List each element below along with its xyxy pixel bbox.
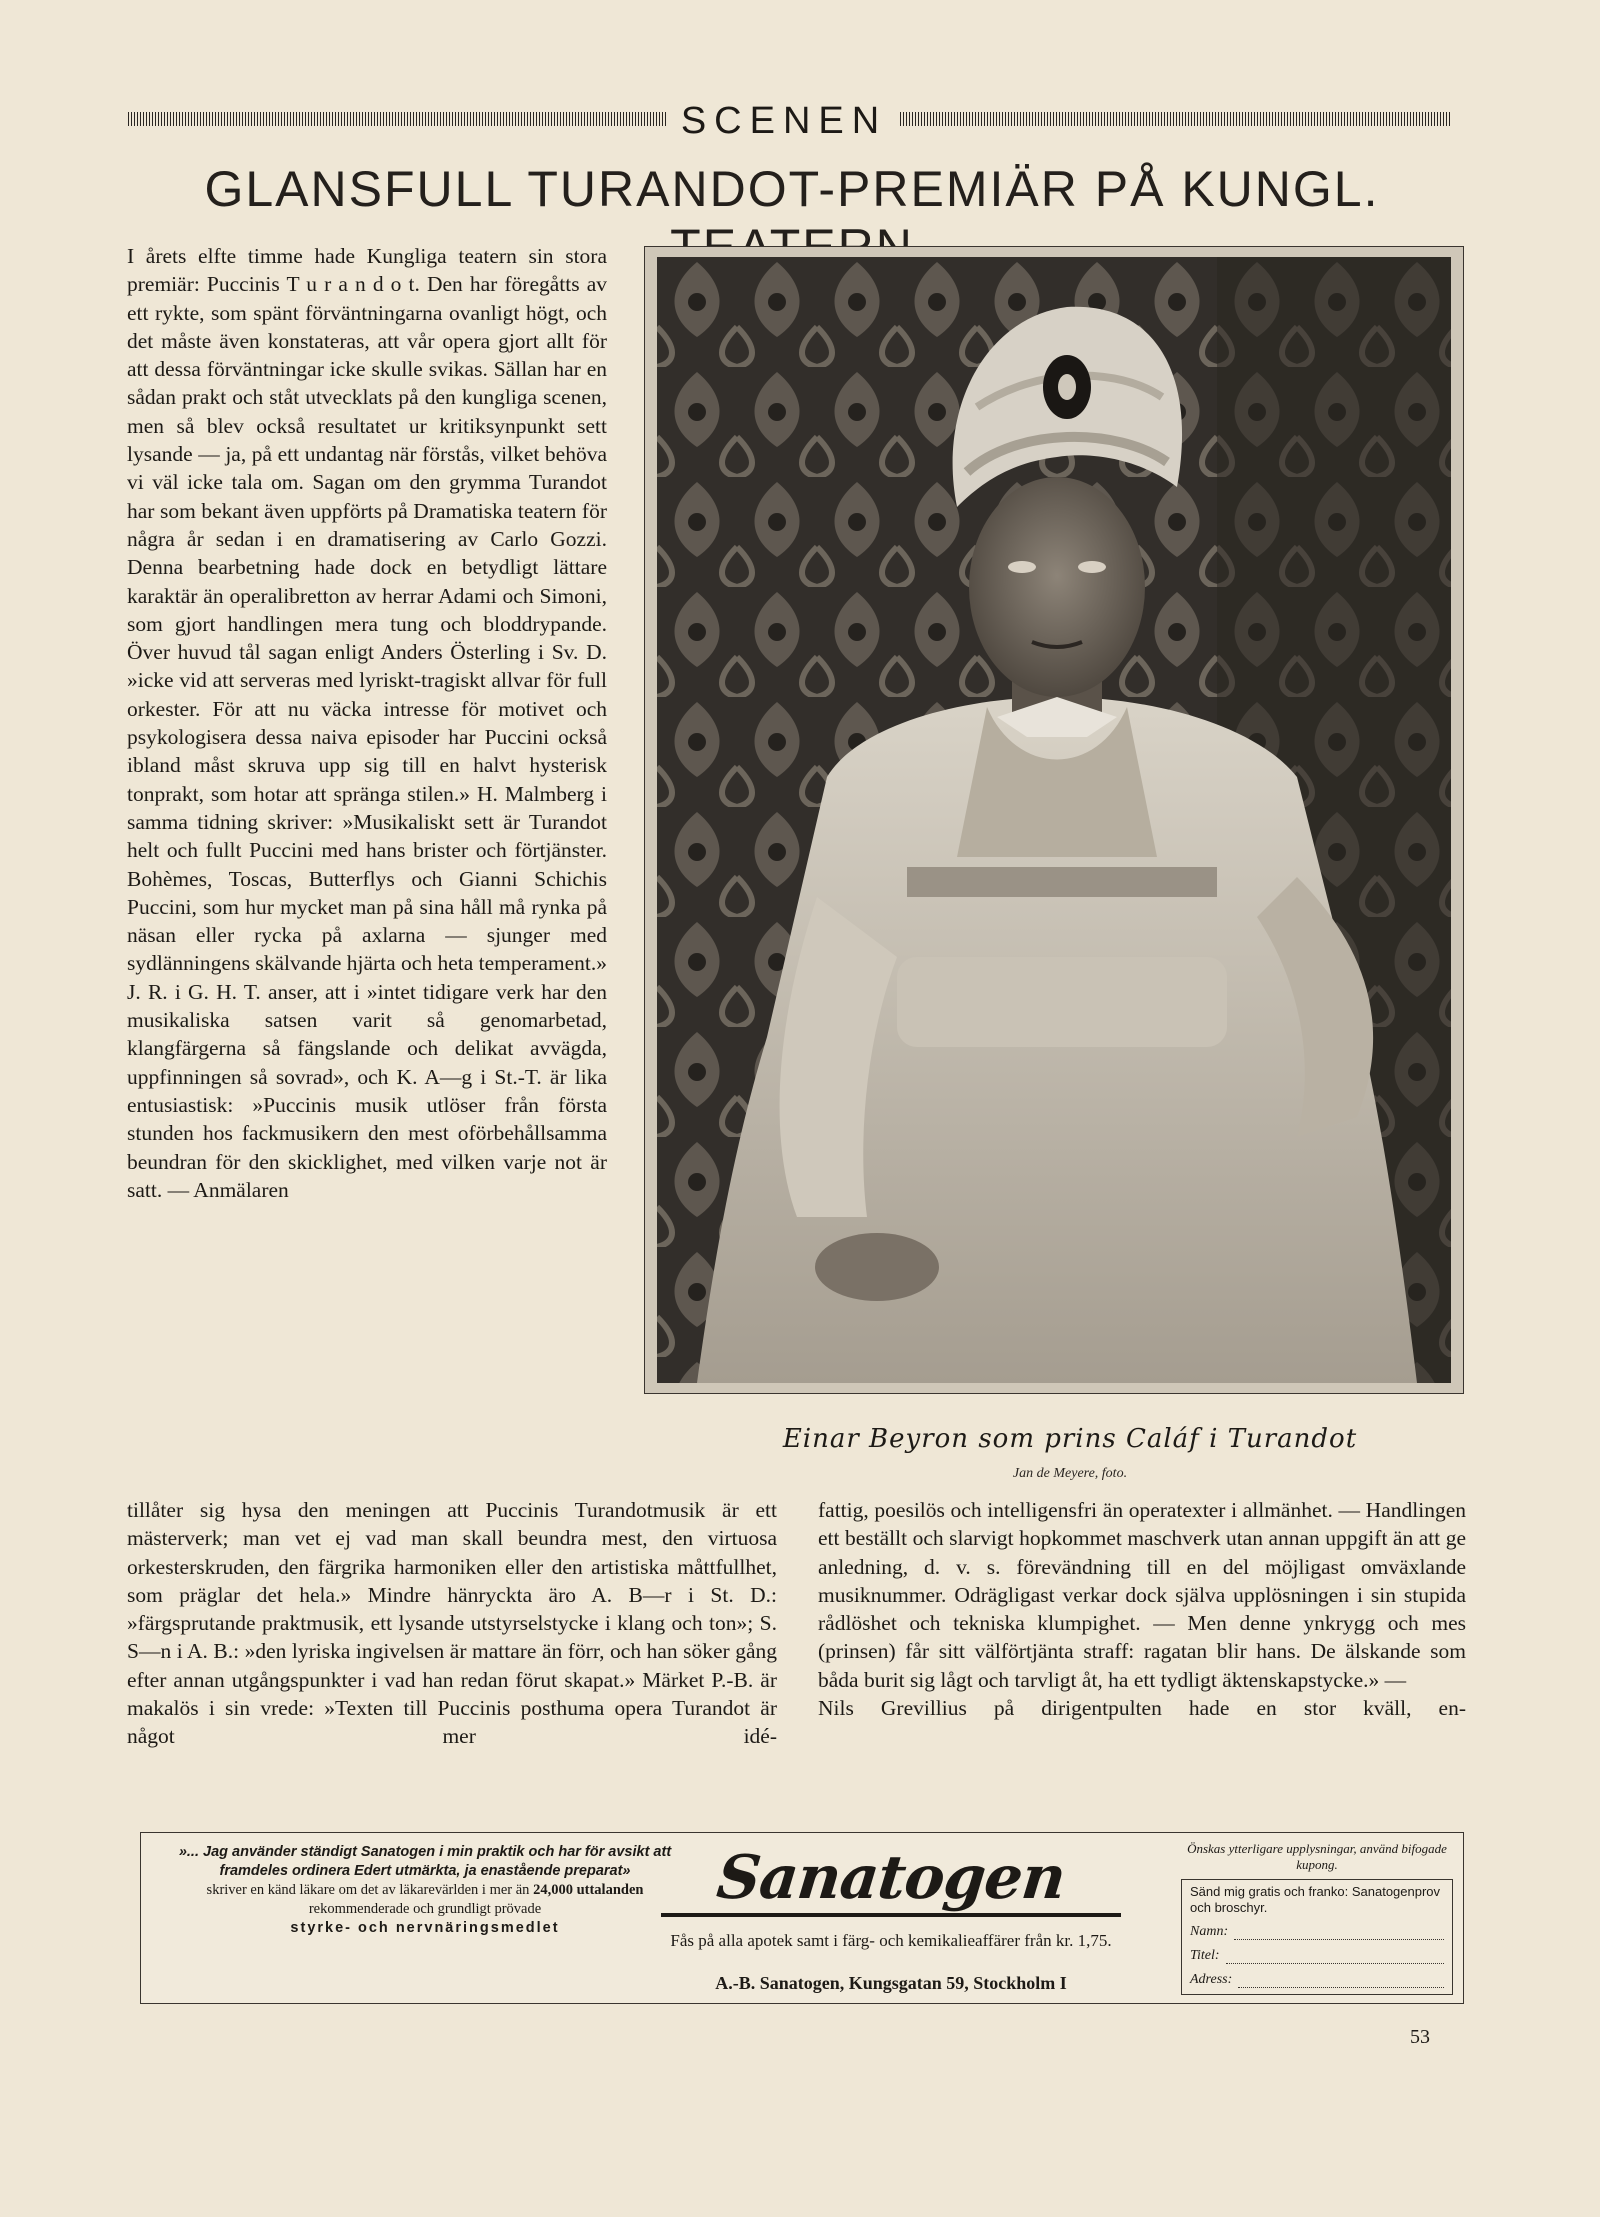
ad-brand-logo: Sanatogen xyxy=(713,1843,1069,1913)
ad-quote-count: 24,000 uttalanden xyxy=(533,1882,644,1898)
coupon-name-field[interactable] xyxy=(1190,1924,1444,1940)
ad-quote-main: »... Jag använder ständigt Sanatogen i min praktik och har för avsikt att framdeles ordinera Edert utmärkta, ja enastående preparat» xyxy=(178,1844,672,1879)
article-paragraph: fattig, poesilös och intelligensfri än operatexter i allmänhet. — Handlingen ett beställt och slarvigt hopkommet maschverk utan annan uppgift än att ge anledning, d. v. s. förevändning till en del möjligast omväxlande musiknummer. Odrägligast verkar dock själva upplösningen i sin stupida rådlöshet och tekniska klumpighet. — Men denne ynkrygg och mes (prinsen) får sitt välförtjänta straff: ragatan blir hans. De älskande som båda burit sig lågt och tarvligt åt, ha ett tydligt äktenskapstycke.» — xyxy=(818,1498,1466,1692)
page-number: 53 xyxy=(1410,2026,1430,2048)
coupon-form xyxy=(1181,1879,1453,1995)
section-label: SCENEN xyxy=(680,100,888,142)
coupon-field-line xyxy=(1226,1951,1444,1964)
article-paragraph: tillåter sig hysa den meningen att Puccinis Turandotmusik är ett mästerverk; man vet ej vad man skall beundra mest, den virtuosa orkesterskruden, den färgrika harmoniken eller den artistiska måttfullhet, som präglar det hela.» Mindre hänryckta äro A. B—r i St. D.: »färgsprutande praktmusik, ett lysande utstyrselstycke i klang och ton»; S. S—n i A. B.: »den lyriska ingivelsen är mattare än förr, och han söker gång efter annan utgångspunkter i vad han redan förut skapat.» Märket P.-B. är makalös i sin vrede: »Texten till Puccinis posthuma opera Turandot är något mer idé- xyxy=(127,1498,777,1749)
ad-quote-recommendation: rekommenderade och grundligt prövade xyxy=(308,1901,542,1917)
ad-brand-underline xyxy=(661,1913,1121,1917)
ad-product-description: styrke- och nervnäringsmedlet xyxy=(290,1920,560,1936)
ad-quote-source xyxy=(165,1881,685,1919)
sanatogen-advertisement xyxy=(140,1832,1464,2004)
coupon-field-line xyxy=(1234,1927,1444,1940)
coupon-title-field[interactable] xyxy=(1190,1948,1444,1964)
article-headline: GLANSFULL TURANDOT-PREMIÄR PÅ KUNGL. xyxy=(204,161,1380,217)
article-lower-left-text xyxy=(127,1496,777,1751)
ad-quote xyxy=(165,1843,685,1938)
coupon-field-line xyxy=(1238,1975,1444,1988)
ad-quote-source-text: skriver en känd läkare om det av läkarevärlden i mer än xyxy=(206,1882,530,1898)
portrait-illustration xyxy=(657,257,1451,1383)
section-rule-left xyxy=(128,112,668,126)
photo-frame xyxy=(644,246,1464,1394)
continued-text: Nils Grevillius på dirigentpulten hade en stor kväll, en- xyxy=(818,1696,1466,1721)
portrait-photo xyxy=(657,257,1451,1383)
ad-availability: Fås på alla apotek samt i färg- och kemikalieaffärer från kr. 1,75. xyxy=(670,1931,1112,1950)
photo-caption: Einar Beyron som prins Caláf i Turandot xyxy=(782,1424,1358,1454)
coupon-field-label: Adress: xyxy=(1190,1972,1233,1987)
article-column-text xyxy=(127,242,607,1204)
article-lower-right-text xyxy=(818,1496,1466,1722)
coupon-field-label: Titel: xyxy=(1190,1948,1220,1963)
section-rule-right xyxy=(900,112,1452,126)
coupon-field-label: Namn: xyxy=(1190,1924,1229,1939)
coupon-note: Önskas ytterligare upplysningar, använd bifogade kupong. xyxy=(1187,1841,1447,1872)
ad-coupon xyxy=(1181,1841,1453,1995)
coupon-title: Sänd mig gratis och franko: Sanatogenprov och broschyr. xyxy=(1190,1884,1441,1915)
coupon-address-field[interactable] xyxy=(1190,1972,1444,1988)
article-paragraph: I årets elfte timme hade Kungliga teatern sin stora premiär: Puccinis T u r a n d o t. Den har föregåtts av ett rykte, som spänt förväntningarna ovanligt högt, och det måste även konstateras, att vår opera gjort allt för att dessa förväntningar icke skulle svikas. Sällan har en sådan prakt och ståt utvecklats på den kungliga scenen, men så blev också resultatet ur kritiksynpunkt sett lysande — ja, på ett undantag när förstås, vilket behöva vi väl icke tala om. Sagan om den grymma Turandot har som bekant även uppförts på Dramatiska teatern för några år sedan i en dramatisering av Carlo Gozzi. Denna bearbetning hade dock en betydligt lättare karaktär än operalibretton av herrar Adami och Simoni, som gjort handlingen mera tung och bloddrypande. Över huvud tål sagan enligt Anders Österling i Sv. D. »icke vid att serveras med lyriskt-tragiskt allvar för full orkester. För att nu väcka intresse för motivet och psykologisera dessa naiva episoder har Puccini också ibland måst skruva upp sig till en halvt hysterisk tonprakt, som hotar att spränga stilen.» H. Malmberg i samma tidning skriver: »Musikaliskt sett är Turandot helt och fullt Puccini med hans brister och förtjänster. Bohèmes, Toscas, Butterflys och Gianni Schichis Puccini, som hur mycket man på sina håll må rynka på näsan eller rycka på axlarna — sjunger med sydlänningens skälvande hjärta och heta temperament.» J. R. i G. H. T. anser, att i »intet tidigare verk har den musikaliska satsen varit så genomarbetad, klangfärgerna så fängslande och delikat avvägda, uppfinningen så sovrad», och K. A—g i St.-T. är lika entusiastisk: »Puccinis musik utlöser från första stunden hos fackmusikern den mest oförbehållsamma beundran för den skicklighet, med vilken varje not är satt. — Anmälaren xyxy=(127,244,608,1202)
photo-credit: Jan de Meyere, foto. xyxy=(1012,1466,1128,1481)
ad-address: A.-B. Sanatogen, Kungsgatan 59, Stockholm I xyxy=(715,1973,1067,1993)
article-paragraph-continued xyxy=(818,1694,1466,1722)
